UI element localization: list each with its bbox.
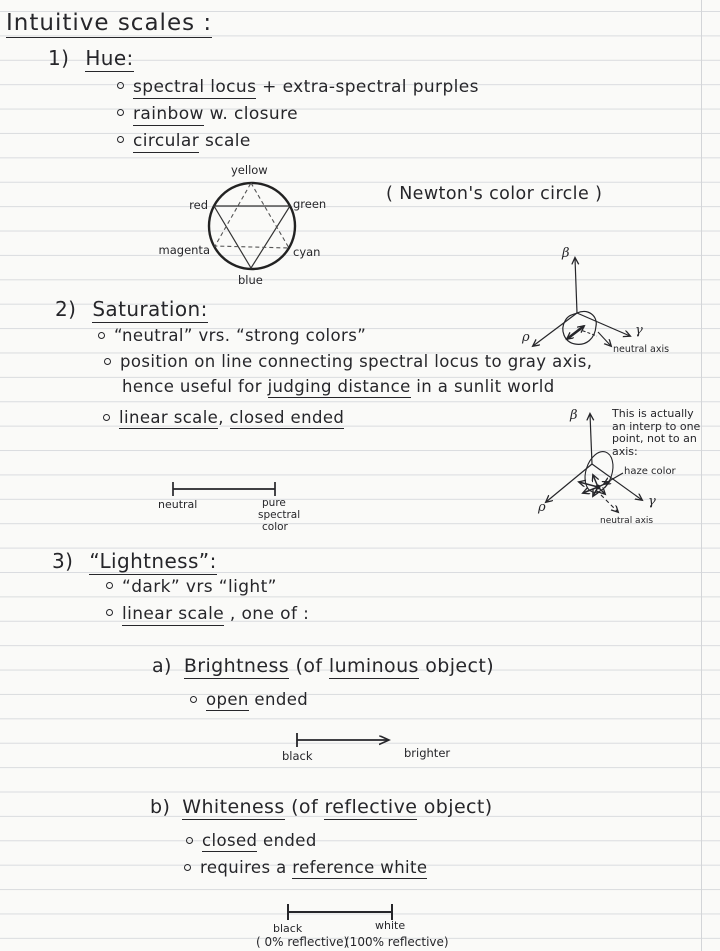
section-lightness-title: “Lightness”: <box>89 549 217 573</box>
lightness-bullet-2a-underlined: linear scale <box>122 604 225 624</box>
subsection-whiteness-title: Whiteness <box>182 796 285 818</box>
saturation-bullet-2-line-2c: in a sunlit world <box>410 377 555 396</box>
page-title <box>6 10 212 36</box>
bullet-icon <box>186 837 193 844</box>
hue-bullet-2-rest: w. closure <box>203 104 298 124</box>
lightness-bullet-2 <box>106 604 309 624</box>
whiteness-reflective-underlined: reflective <box>324 796 418 818</box>
color-label-green: green <box>293 197 327 211</box>
bullet-icon <box>117 109 124 116</box>
gamma-axis <box>577 313 630 336</box>
bullet-icon <box>117 136 124 143</box>
whiteness-tail: object) <box>417 796 493 818</box>
scale-label-brighter: brighter <box>404 746 451 760</box>
interp-annotation-line-4: axis: <box>612 444 638 458</box>
gamma-axis-label: γ <box>648 494 656 509</box>
saturation-bullet-2-line-2b-underlined: judging distance <box>267 377 411 396</box>
lightness-bullet-1-text: “dark” vrs “light” <box>122 577 277 597</box>
color-circle-outline <box>209 183 295 269</box>
brightness-bullet-1a-underlined: open <box>206 690 249 709</box>
color-circle-caption: ( Newton's color circle ) <box>386 184 603 204</box>
whiteness-scale-diagram <box>253 896 473 950</box>
whiteness-mid: (of <box>284 796 325 818</box>
interp-annotation-line-2: an interp to one <box>612 419 701 433</box>
bullet-icon <box>106 582 113 589</box>
bullet-icon <box>190 696 197 703</box>
saturation-bullet-2-line-1-text: position on line connecting spectral locus to gray axis, <box>120 352 593 371</box>
scale-label-neutral: neutral <box>158 498 198 511</box>
interp-annotation <box>612 408 700 458</box>
saturation-bullet-1 <box>98 326 366 345</box>
whiteness-bullet-1a-underlined: closed <box>202 831 258 850</box>
hue-bullet-3-underlined: circular <box>133 131 200 151</box>
saturation-bullet-2-line-2a: hence useful for <box>122 377 268 396</box>
color-circle-diagram <box>152 158 352 290</box>
bullet-icon <box>184 864 191 871</box>
rho-axis <box>533 313 577 346</box>
hue-bullet-1 <box>117 77 479 97</box>
lightness-bullet-2b: , one of : <box>224 604 310 624</box>
saturation-bullet-2-line-1 <box>104 352 592 371</box>
interp-annotation-line-3: point, not to an <box>612 432 697 445</box>
neutral-axis-label: neutral axis <box>613 344 670 355</box>
scale-label-pure: pure <box>262 497 286 509</box>
brightness-scale-diagram <box>278 729 468 765</box>
rho-axis-label: ρ <box>522 330 530 345</box>
whiteness-bullet-1 <box>186 831 317 850</box>
section-saturation-number: 2) <box>55 297 77 321</box>
brightness-luminous-underlined: luminous <box>328 655 419 677</box>
bullet-icon <box>117 82 124 89</box>
scale-label-color: color <box>262 521 288 533</box>
color-label-cyan: cyan <box>293 245 321 259</box>
hue-bullet-1-rest: + extra-spectral purples <box>256 77 479 97</box>
paper-margin-line <box>701 0 702 951</box>
brightness-mid: (of <box>289 655 329 677</box>
section-hue-heading <box>48 46 134 70</box>
saturation-bullet-3c-underlined: closed ended <box>229 408 345 427</box>
interp-annotation-line-1: This is actually <box>612 407 694 420</box>
saturation-bullet-1-text: “neutral” vrs. “strong colors” <box>114 326 367 345</box>
section-saturation-title: Saturation: <box>92 297 208 321</box>
section-lightness-number: 3) <box>52 549 74 573</box>
saturation-bullet-2-line-2 <box>122 377 555 396</box>
section-hue-title: Hue: <box>85 46 134 70</box>
section-saturation-heading <box>55 297 208 321</box>
beta-axis <box>590 414 592 464</box>
color-label-yellow: yellow <box>231 163 268 177</box>
whiteness-bullet-2b-underlined: reference white <box>292 858 428 877</box>
whiteness-bullet-2 <box>184 858 427 877</box>
interp-arrow <box>579 482 598 487</box>
brightness-bullet-1b: ended <box>248 690 309 709</box>
scale-label-black: black <box>273 922 303 935</box>
subsection-brightness-heading <box>152 655 494 677</box>
bullet-icon <box>104 358 111 365</box>
subsection-whiteness-heading <box>150 796 493 818</box>
beta-axis-label: β <box>570 408 578 423</box>
scale-label-white: white <box>375 919 406 932</box>
scale-label-0-reflective: ( 0% reflective) <box>256 935 349 949</box>
hue-bullet-3-rest: scale <box>199 131 251 151</box>
beta-axis-label: β <box>562 246 570 261</box>
color-label-magenta: magenta <box>158 243 210 257</box>
scale-label-spectral: spectral <box>258 509 301 521</box>
color-label-blue: blue <box>238 273 263 287</box>
brightness-bullet-1 <box>190 690 308 709</box>
beta-axis <box>575 258 577 313</box>
section-hue-number: 1) <box>48 46 70 70</box>
haze-color-label: haze color <box>624 466 676 477</box>
neutral-axis-arrow <box>598 332 611 346</box>
hue-bullet-3 <box>117 131 251 151</box>
whiteness-bullet-1b: ended <box>257 831 317 850</box>
subsection-brightness-title: Brightness <box>183 655 290 677</box>
color-label-red: red <box>189 198 208 212</box>
gamma-axis-label: γ <box>635 323 643 338</box>
hue-bullet-2 <box>117 104 298 124</box>
brightness-tail: object) <box>418 655 495 677</box>
scale-label-100-reflective: (100% reflective) <box>345 935 449 949</box>
subsection-brightness-number: a) <box>152 655 172 677</box>
bullet-icon <box>103 414 110 421</box>
saturation-bullet-3b: , <box>218 408 230 427</box>
subsection-whiteness-number: b) <box>150 796 171 818</box>
bullet-icon <box>106 609 113 616</box>
neutral-axis-arrow <box>596 490 618 512</box>
saturation-direction-arrow <box>567 326 584 339</box>
hue-bullet-1-underlined: spectral locus <box>133 77 257 97</box>
hue-bullet-2-underlined: rainbow <box>133 104 204 124</box>
lightness-bullet-1 <box>106 577 277 597</box>
page-title-text: Intuitive scales : <box>6 10 213 36</box>
scale-label-black: black <box>282 749 313 763</box>
rho-axis-label: ρ <box>538 500 546 515</box>
whiteness-bullet-2a: requires a <box>200 858 293 877</box>
saturation-bullet-3a-underlined: linear scale <box>119 408 219 427</box>
neutral-axis-label: neutral axis <box>600 516 654 526</box>
bullet-icon <box>98 332 105 339</box>
section-lightness-heading <box>52 549 217 573</box>
saturation-scale-diagram <box>156 477 326 539</box>
saturation-bullet-3 <box>103 408 344 427</box>
